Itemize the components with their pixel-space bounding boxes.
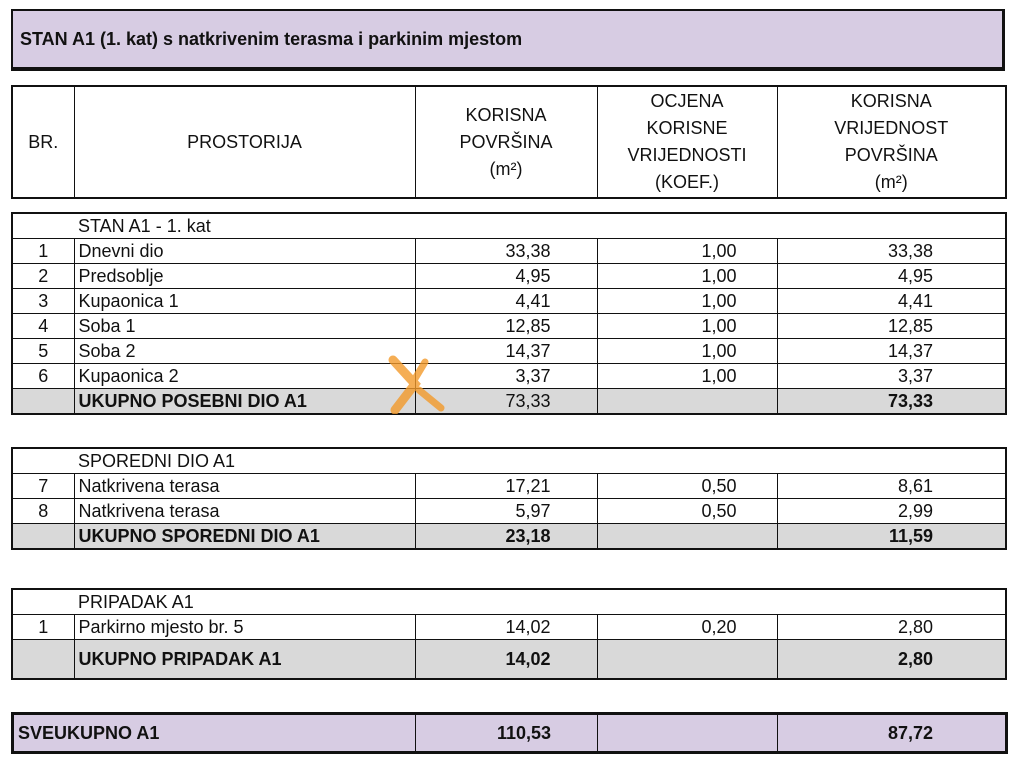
subtotal-area: 73,33	[415, 389, 597, 415]
subtotal-value: 11,59	[777, 524, 1006, 550]
cell-area: 33,38	[415, 239, 597, 264]
cell-name: Natkrivena terasa	[74, 499, 415, 524]
cell-name: Dnevni dio	[74, 239, 415, 264]
cell-br: 1	[12, 615, 74, 640]
section-heading: STAN A1 - 1. kat	[74, 213, 1006, 239]
cell-br: 7	[12, 474, 74, 499]
table-row	[12, 314, 1006, 339]
table-row	[12, 499, 1006, 524]
grand-total-label: SVEUKUPNO A1	[13, 714, 416, 753]
header-prostorija: PROSTORIJA	[74, 86, 415, 198]
cell-value: 4,41	[777, 289, 1006, 314]
cell-area: 4,41	[415, 289, 597, 314]
cell-br: 6	[12, 364, 74, 389]
column-header-table	[11, 85, 1007, 199]
header-br: BR.	[12, 86, 74, 198]
cell-area: 17,21	[415, 474, 597, 499]
document-title-bar	[11, 9, 1005, 71]
header-ocjena-line4: (KOEF.)	[654, 172, 719, 192]
section-heading: SPOREDNI DIO A1	[74, 448, 1006, 474]
document-title: STAN A1 (1. kat) s natkrivenim terasma i parkinim mjestom	[20, 29, 523, 49]
cell-area: 14,37	[415, 339, 597, 364]
subtotal-coef-empty	[597, 640, 777, 680]
cell-br-empty	[12, 389, 74, 415]
section-table-pripadak	[11, 588, 1007, 680]
header-vrijednost-line4: (m²)	[874, 172, 908, 192]
cell-coef: 1,00	[597, 264, 777, 289]
cell-br-empty	[12, 640, 74, 680]
subtotal-area: 23,18	[415, 524, 597, 550]
section-table-sporedni	[11, 447, 1007, 550]
subtotal-row	[12, 389, 1006, 415]
section-table-stan	[11, 212, 1007, 415]
cell-name: Predsoblje	[74, 264, 415, 289]
header-korisna-line2: POVRŠINA	[459, 131, 553, 152]
header-ocjena-line3: VRIJEDNOSTI	[627, 145, 747, 165]
table-row	[12, 615, 1006, 640]
cell-area: 5,97	[415, 499, 597, 524]
grand-total-coef-empty	[598, 714, 778, 753]
table-row	[12, 264, 1006, 289]
header-vrijednost-line1: KORISNA	[850, 91, 932, 111]
cell-value: 33,38	[777, 239, 1006, 264]
cell-coef: 1,00	[597, 339, 777, 364]
section-heading-spacer	[12, 213, 74, 239]
cell-br: 4	[12, 314, 74, 339]
cell-name: Soba 2	[74, 339, 415, 364]
subtotal-row	[12, 524, 1006, 550]
subtotal-row	[12, 640, 1006, 680]
subtotal-coef-empty	[597, 389, 777, 415]
cell-coef: 1,00	[597, 239, 777, 264]
cell-br-empty	[12, 524, 74, 550]
header-ocjena-line2: KORISNE	[646, 118, 728, 138]
cell-name: Parkirno mjesto br. 5	[74, 615, 415, 640]
subtotal-label: UKUPNO PRIPADAK A1	[74, 640, 415, 680]
subtotal-label: UKUPNO POSEBNI DIO A1	[74, 389, 415, 415]
cell-br: 3	[12, 289, 74, 314]
header-vrijednost-line2: VRIJEDNOST	[834, 118, 949, 138]
header-korisna-povrsina	[415, 86, 597, 198]
cell-area: 12,85	[415, 314, 597, 339]
cell-br: 5	[12, 339, 74, 364]
subtotal-coef-empty	[597, 524, 777, 550]
header-vrijednost	[777, 86, 1006, 198]
table-row	[12, 474, 1006, 499]
section-heading-spacer	[12, 448, 74, 474]
header-korisna-line3: (m²)	[489, 158, 523, 179]
cell-name: Kupaonica 2	[74, 364, 415, 389]
cell-value: 8,61	[777, 474, 1006, 499]
header-vrijednost-line3: POVRŠINA	[844, 145, 938, 165]
cell-area: 14,02	[415, 615, 597, 640]
subtotal-value: 73,33	[777, 389, 1006, 415]
logo-x-icon	[385, 354, 455, 414]
section-heading-spacer	[12, 589, 74, 615]
table-row	[12, 364, 1006, 389]
subtotal-value: 2,80	[777, 640, 1006, 680]
cell-coef: 0,20	[597, 615, 777, 640]
cell-br: 8	[12, 499, 74, 524]
header-ocjena-line1: OCJENA	[650, 91, 724, 111]
grand-total-table	[11, 712, 1008, 754]
header-ocjena	[597, 86, 777, 198]
grand-total-area: 110,53	[416, 714, 598, 753]
cell-coef: 0,50	[597, 474, 777, 499]
section-heading: PRIPADAK A1	[74, 589, 1006, 615]
grand-total-value: 87,72	[778, 714, 1007, 753]
table-row	[12, 339, 1006, 364]
cell-coef: 1,00	[597, 364, 777, 389]
cell-value: 2,99	[777, 499, 1006, 524]
cell-area: 3,37	[415, 364, 597, 389]
cell-coef: 0,50	[597, 499, 777, 524]
cell-value: 2,80	[777, 615, 1006, 640]
cell-coef: 1,00	[597, 289, 777, 314]
cell-value: 12,85	[777, 314, 1006, 339]
subtotal-area: 14,02	[415, 640, 597, 680]
cell-name: Soba 1	[74, 314, 415, 339]
subtotal-label: UKUPNO SPOREDNI DIO A1	[74, 524, 415, 550]
table-row	[12, 289, 1006, 314]
header-korisna-line1: KORISNA	[465, 104, 547, 125]
table-row	[12, 239, 1006, 264]
cell-value: 3,37	[777, 364, 1006, 389]
cell-value: 14,37	[777, 339, 1006, 364]
cell-name: Natkrivena terasa	[74, 474, 415, 499]
grand-total-row	[13, 714, 1007, 753]
cell-br: 1	[12, 239, 74, 264]
cell-coef: 1,00	[597, 314, 777, 339]
cell-name: Kupaonica 1	[74, 289, 415, 314]
cell-value: 4,95	[777, 264, 1006, 289]
cell-area: 4,95	[415, 264, 597, 289]
cell-br: 2	[12, 264, 74, 289]
